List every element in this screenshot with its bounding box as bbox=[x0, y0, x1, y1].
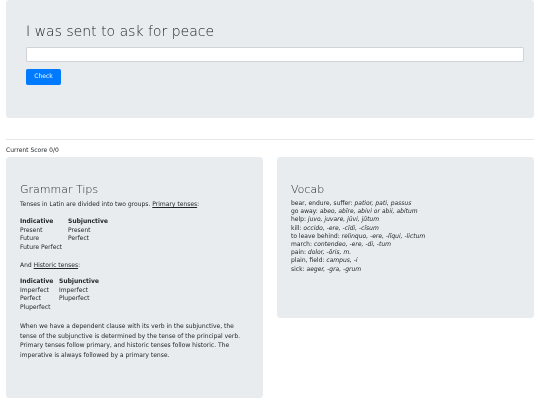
vocab-english: to leave behind: bbox=[291, 232, 340, 240]
vocab-latin: patior, pati, passus bbox=[354, 200, 412, 207]
table-row bbox=[20, 235, 108, 244]
grammar-intro-end: : bbox=[197, 201, 200, 208]
table-row bbox=[20, 227, 108, 236]
subjunctive-header: Subjunctive bbox=[59, 278, 99, 285]
grammar-explanation: When we have a dependent clause with its verb in the subjunctive, the tense of the subjunctive is determined by the tense of the principal verb. Primary tenses follow primary, and historic tenses follow historic. The imperative is always followed by a primary tense. bbox=[20, 323, 241, 359]
table-row bbox=[20, 304, 99, 313]
exercise-prompt: I was sent to ask for peace bbox=[26, 24, 215, 40]
table-cell: Future Perfect bbox=[20, 243, 63, 251]
vocab-latin: campus, -i bbox=[326, 257, 358, 265]
indicative-header: Indicative bbox=[20, 218, 54, 225]
subjunctive-header: Subjunctive bbox=[68, 218, 108, 225]
list-item bbox=[291, 216, 425, 224]
table-header-row bbox=[20, 218, 108, 227]
vocab-latin: relinquo, -ere, -līqui, -lictum bbox=[341, 232, 426, 240]
vocab-latin: aeger, -gra, -grum bbox=[306, 265, 362, 273]
vocab-english: go away: bbox=[291, 208, 318, 216]
vocab-latin: occido, -ere, -cīdi, -cīsum bbox=[303, 224, 379, 232]
vocab-latin: abeo, abīre, abivi or abii, abitum bbox=[319, 208, 418, 216]
historic-tenses-link[interactable]: Historic tenses bbox=[33, 262, 79, 269]
and-text: And bbox=[20, 262, 34, 269]
grammar-tips-title: Grammar Tips bbox=[20, 183, 99, 196]
vocab-latin: contendeo, -ere, -di, -tum bbox=[313, 240, 391, 248]
table-row bbox=[20, 295, 99, 304]
vocab-card bbox=[277, 157, 534, 318]
table-cell: Future bbox=[20, 235, 40, 242]
table-cell: Present bbox=[68, 226, 91, 234]
grammar-intro bbox=[20, 201, 199, 210]
vocab-english: sick: bbox=[291, 265, 305, 273]
historic-tenses-table bbox=[20, 278, 99, 312]
table-cell: Present bbox=[20, 226, 43, 234]
vocab-list bbox=[291, 200, 425, 274]
vocab-latin: juvo, juvare, jūvi, jūtum bbox=[307, 216, 380, 224]
vocab-latin: dolor, -ōris, m. bbox=[307, 249, 352, 257]
vocab-english: kill: bbox=[291, 224, 302, 232]
vocab-english: march: bbox=[291, 240, 312, 248]
primary-tenses-table bbox=[20, 218, 108, 252]
table-cell: Perfect bbox=[20, 295, 42, 302]
table-cell: Imperfect bbox=[20, 286, 50, 294]
grammar-tips-card bbox=[6, 157, 263, 398]
table-row bbox=[20, 287, 99, 296]
table-cell: Pluperfect bbox=[20, 303, 51, 311]
vocab-english: help: bbox=[291, 216, 306, 224]
historic-intro bbox=[20, 262, 80, 271]
divider bbox=[6, 139, 534, 140]
table-cell: Perfect bbox=[68, 235, 90, 242]
list-item bbox=[291, 233, 425, 241]
list-item bbox=[291, 225, 425, 233]
list-item bbox=[291, 257, 425, 265]
list-item bbox=[291, 208, 425, 216]
exercise-panel bbox=[6, 0, 534, 118]
historic-intro-end: : bbox=[78, 262, 81, 269]
table-cell: Imperfect bbox=[59, 286, 89, 294]
check-button[interactable]: Check bbox=[26, 69, 61, 85]
vocab-english: pain: bbox=[291, 249, 306, 257]
indicative-header: Indicative bbox=[20, 278, 54, 285]
table-row bbox=[20, 244, 108, 253]
answer-input[interactable] bbox=[26, 47, 524, 62]
list-item bbox=[291, 249, 425, 257]
vocab-english: plain, field: bbox=[291, 257, 325, 265]
list-item bbox=[291, 266, 425, 274]
current-score: Current Score 0/0 bbox=[6, 147, 59, 154]
table-cell: Pluperfect bbox=[59, 295, 90, 302]
vocab-title: Vocab bbox=[291, 183, 325, 196]
table-header-row bbox=[20, 278, 99, 287]
vocab-english: bear, endure, suffer: bbox=[291, 200, 353, 207]
list-item bbox=[291, 200, 425, 208]
grammar-intro-text: Tenses in Latin are divided into two groups. bbox=[20, 201, 153, 208]
list-item bbox=[291, 241, 425, 249]
primary-tenses-link[interactable]: Primary tenses bbox=[152, 201, 198, 208]
